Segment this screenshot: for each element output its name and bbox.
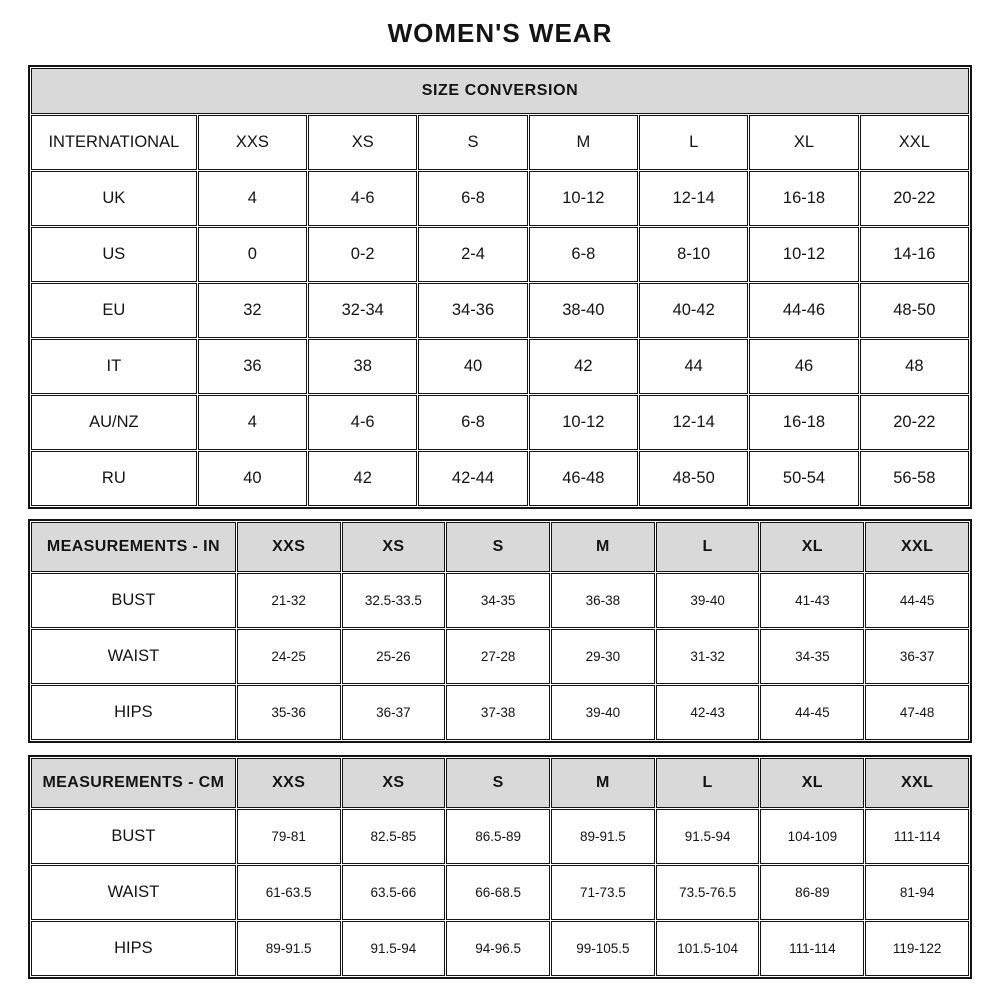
cell-value: 6-8 [418,395,527,450]
cell-value: 82.5-85 [342,809,446,864]
measurements-cm-table [28,755,972,979]
row-label: IT [31,339,197,394]
cell-value: 32.5-33.5 [342,573,446,628]
cell-value: 38-40 [529,283,638,338]
table-label-header: MEASUREMENTS - CM [31,758,236,808]
cell-value: 48 [860,339,969,394]
size-column-header: XXL [865,758,969,808]
row-label: EU [31,283,197,338]
cell-value: 27-28 [446,629,550,684]
row-label: WAIST [31,629,236,684]
page-title: WOMEN'S WEAR [387,18,613,48]
size-conversion-table [28,65,972,509]
cell-value: 24-25 [237,629,341,684]
size-column-header: XXL [865,522,969,572]
cell-value: 91.5-94 [656,809,760,864]
cell-value: 12-14 [639,395,748,450]
cell-value: 61-63.5 [237,865,341,920]
cell-value: 34-35 [760,629,864,684]
cell-value: 37-38 [446,685,550,740]
cell-value: 6-8 [418,171,527,226]
size-conversion-body [31,115,969,506]
size-column-header: XL [760,758,864,808]
table-row [31,865,969,920]
cell-value: 25-26 [342,629,446,684]
cell-value: 111-114 [760,921,864,976]
cell-value: 10-12 [529,395,638,450]
table-row [31,629,969,684]
cell-value: 14-16 [860,227,969,282]
cell-value: 86.5-89 [446,809,550,864]
cell-value: 35-36 [237,685,341,740]
cell-value: 29-30 [551,629,655,684]
cell-value: 16-18 [749,171,858,226]
cell-value: 34-36 [418,283,527,338]
cell-value: 73.5-76.5 [656,865,760,920]
cell-value: 89-91.5 [237,921,341,976]
column-header-row [31,522,969,572]
table-row [31,227,969,282]
cell-value: 10-12 [749,227,858,282]
cell-value: 16-18 [749,395,858,450]
measurements-in-table [28,519,972,743]
cell-value: 12-14 [639,171,748,226]
table-row [31,685,969,740]
table-row [31,283,969,338]
size-column-header: XS [308,115,417,170]
cell-value: 111-114 [865,809,969,864]
cell-value: 39-40 [551,685,655,740]
cell-value: 31-32 [656,629,760,684]
cell-value: 79-81 [237,809,341,864]
measurements-in-body [31,522,969,740]
cell-value: 40 [198,451,307,506]
cell-value: 119-122 [865,921,969,976]
cell-value: 63.5-66 [342,865,446,920]
size-column-header: XS [342,522,446,572]
cell-value: 10-12 [529,171,638,226]
size-column-header: S [446,522,550,572]
table-row [31,451,969,506]
row-label: UK [31,171,197,226]
cell-value: 4 [198,171,307,226]
size-column-header: M [551,522,655,572]
cell-value: 8-10 [639,227,748,282]
cell-value: 47-48 [865,685,969,740]
cell-value: 81-94 [865,865,969,920]
size-conversion-banner: SIZE CONVERSION [31,68,969,114]
size-column-header: XXS [237,522,341,572]
cell-value: 46-48 [529,451,638,506]
measurements-cm-body [31,758,969,976]
cell-value: 0-2 [308,227,417,282]
cell-value: 38 [308,339,417,394]
cell-value: 20-22 [860,395,969,450]
cell-value: 32-34 [308,283,417,338]
cell-value: 4-6 [308,171,417,226]
cell-value: 40-42 [639,283,748,338]
cell-value: 56-58 [860,451,969,506]
size-column-header: L [656,522,760,572]
cell-value: 89-91.5 [551,809,655,864]
table-row [31,339,969,394]
row-label: AU/NZ [31,395,197,450]
cell-value: 104-109 [760,809,864,864]
size-conversion-banner-row [31,68,969,114]
cell-value: 42-44 [418,451,527,506]
size-column-header: L [656,758,760,808]
cell-value: 99-105.5 [551,921,655,976]
banner-row [31,68,969,114]
size-column-header: XXS [198,115,307,170]
table-row [31,921,969,976]
cell-value: 32 [198,283,307,338]
cell-value: 71-73.5 [551,865,655,920]
size-column-header: M [551,758,655,808]
row-label: HIPS [31,685,236,740]
size-column-header: XXS [237,758,341,808]
row-label: WAIST [31,865,236,920]
size-column-header: XXL [860,115,969,170]
size-column-header: L [639,115,748,170]
cell-value: 6-8 [529,227,638,282]
size-column-header: XL [760,522,864,572]
cell-value: 42 [529,339,638,394]
row-label: US [31,227,197,282]
cell-value: 2-4 [418,227,527,282]
cell-value: 36 [198,339,307,394]
table-row [31,809,969,864]
cell-value: 40 [418,339,527,394]
cell-value: 36-38 [551,573,655,628]
cell-value: 101.5-104 [656,921,760,976]
cell-value: 66-68.5 [446,865,550,920]
table-row [31,171,969,226]
size-column-header: M [529,115,638,170]
table-row [31,573,969,628]
row-label: RU [31,451,197,506]
cell-value: 39-40 [656,573,760,628]
row-label: BUST [31,809,236,864]
cell-value: 91.5-94 [342,921,446,976]
cell-value: 44 [639,339,748,394]
cell-value: 36-37 [865,629,969,684]
cell-value: 50-54 [749,451,858,506]
cell-value: 36-37 [342,685,446,740]
cell-value: 44-46 [749,283,858,338]
cell-value: 42 [308,451,417,506]
table-label-header: MEASUREMENTS - IN [31,522,236,572]
size-column-header: S [446,758,550,808]
column-header-row [31,115,969,170]
cell-value: 94-96.5 [446,921,550,976]
table-row [31,395,969,450]
cell-value: 4 [198,395,307,450]
cell-value: 20-22 [860,171,969,226]
cell-value: 44-45 [865,573,969,628]
cell-value: 41-43 [760,573,864,628]
size-column-header: S [418,115,527,170]
cell-value: 86-89 [760,865,864,920]
cell-value: 0 [198,227,307,282]
cell-value: 46 [749,339,858,394]
cell-value: 42-43 [656,685,760,740]
row-label: HIPS [31,921,236,976]
cell-value: 34-35 [446,573,550,628]
cell-value: 48-50 [860,283,969,338]
table-label-header: INTERNATIONAL [31,115,197,170]
cell-value: 4-6 [308,395,417,450]
row-label: BUST [31,573,236,628]
cell-value: 48-50 [639,451,748,506]
size-column-header: XL [749,115,858,170]
column-header-row [31,758,969,808]
size-column-header: XS [342,758,446,808]
cell-value: 21-32 [237,573,341,628]
cell-value: 44-45 [760,685,864,740]
